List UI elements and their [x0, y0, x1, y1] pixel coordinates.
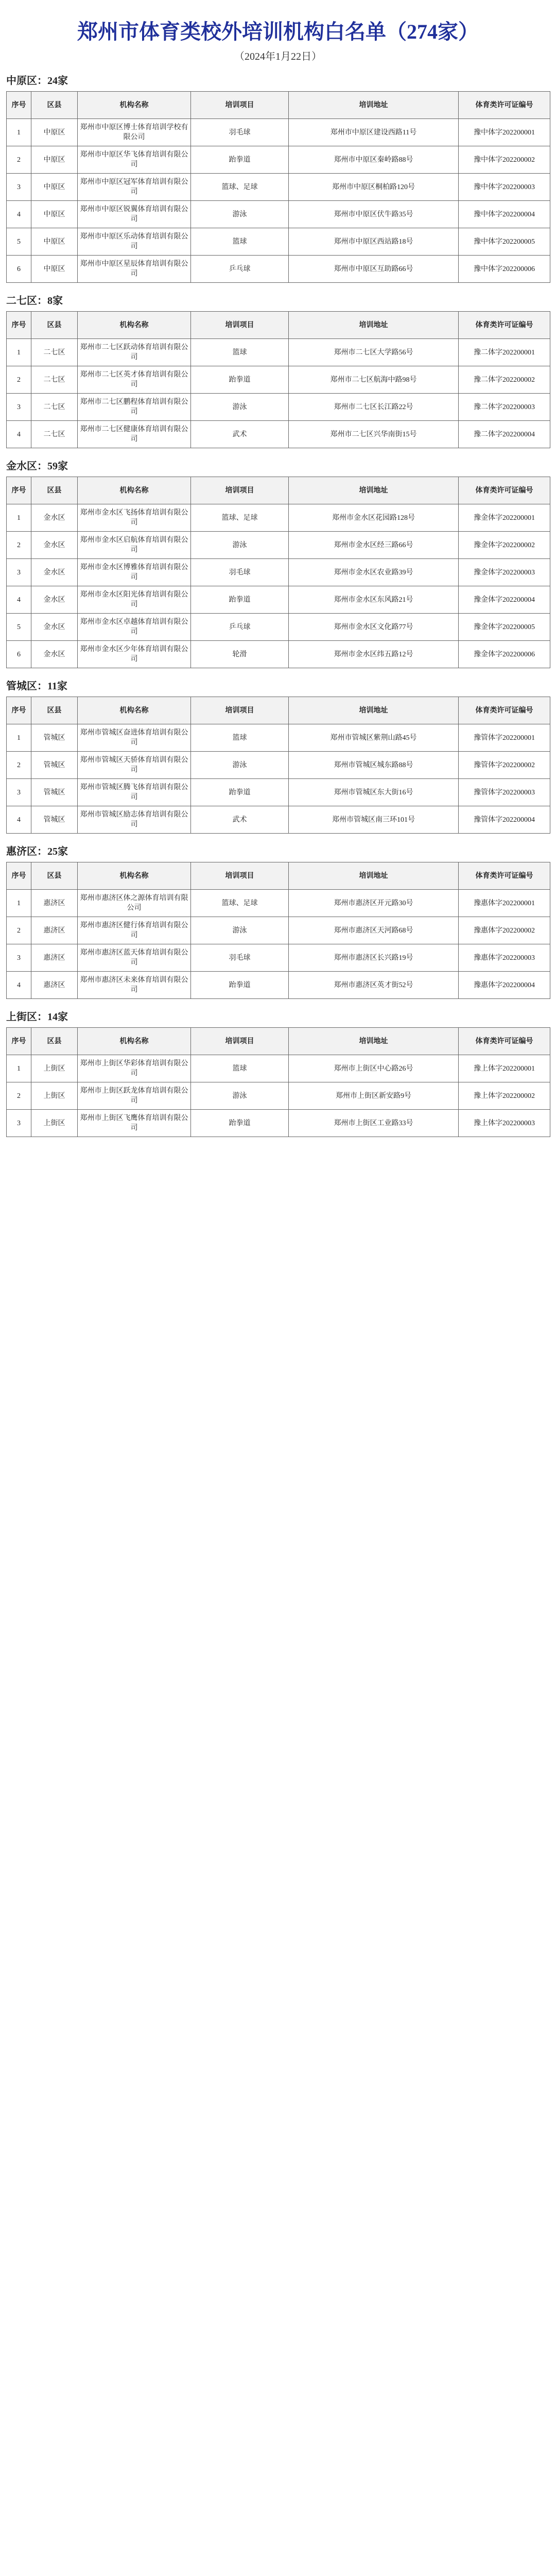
- table-cell: 游泳: [191, 394, 289, 421]
- table-cell: 豫惠体字202200001: [459, 890, 550, 917]
- table-row: [7, 421, 550, 448]
- table-cell: 6: [7, 641, 31, 668]
- table-cell: 惠济区: [31, 917, 78, 944]
- table-cell: 篮球: [191, 724, 289, 752]
- table-cell: 郑州市金水区飞扬体育培训有限公司: [78, 504, 191, 532]
- table-cell: 3: [7, 1110, 31, 1137]
- column-header: 培训地址: [289, 697, 459, 724]
- table-cell: 跆拳道: [191, 779, 289, 806]
- column-header: 培训地址: [289, 1028, 459, 1055]
- table-cell: 豫中体字202200006: [459, 256, 550, 283]
- table-cell: 豫管体字202200002: [459, 752, 550, 779]
- table-cell: 1: [7, 119, 31, 146]
- table-cell: 郑州市管城区城东路88号: [289, 752, 459, 779]
- table-cell: 郑州市二七区鹏程体育培训有限公司: [78, 394, 191, 421]
- table-cell: 4: [7, 972, 31, 999]
- table-row: [7, 1082, 550, 1110]
- table-cell: 郑州市中原区桐柏路120号: [289, 174, 459, 201]
- section-title: 管城区：11家: [6, 681, 67, 692]
- table-cell: 2: [7, 532, 31, 559]
- table-cell: 郑州市中原区冠军体育培训有限公司: [78, 174, 191, 201]
- table-cell: 豫惠体字202200004: [459, 972, 550, 999]
- sections-container: [0, 72, 556, 1137]
- table-cell: 二七区: [31, 339, 78, 366]
- table-cell: 郑州市金水区农业路39号: [289, 559, 459, 586]
- district-section: [0, 1008, 556, 1137]
- table-cell: 郑州市二七区英才体育培训有限公司: [78, 366, 191, 394]
- column-header: 体育类许可证编号: [459, 1028, 550, 1055]
- table-cell: 郑州市管城区东大街16号: [289, 779, 459, 806]
- table-cell: 郑州市上街区工业路33号: [289, 1110, 459, 1137]
- table-cell: 跆拳道: [191, 972, 289, 999]
- table-cell: 豫上体字202200001: [459, 1055, 550, 1082]
- table-cell: 1: [7, 890, 31, 917]
- table-header-row: [7, 312, 550, 339]
- whitelist-table: [6, 477, 550, 668]
- table-cell: 豫上体字202200003: [459, 1110, 550, 1137]
- table-cell: 郑州市金水区纬五路12号: [289, 641, 459, 668]
- table-cell: 郑州市管城区励志体育培训有限公司: [78, 806, 191, 834]
- district-section: [0, 292, 556, 448]
- table-cell: 豫二体字202200003: [459, 394, 550, 421]
- table-cell: 郑州市二七区航海中路98号: [289, 366, 459, 394]
- column-header: 培训项目: [191, 477, 289, 504]
- table-cell: 豫金体字202200004: [459, 586, 550, 614]
- column-header: 培训地址: [289, 312, 459, 339]
- section-title: 惠济区：25家: [6, 846, 68, 857]
- table-row: [7, 752, 550, 779]
- table-row: [7, 614, 550, 641]
- column-header: 体育类许可证编号: [459, 312, 550, 339]
- table-cell: 上街区: [31, 1110, 78, 1137]
- table-cell: 豫金体字202200005: [459, 614, 550, 641]
- table-cell: 郑州市中原区锐翼体育培训有限公司: [78, 201, 191, 228]
- table-cell: 惠济区: [31, 890, 78, 917]
- table-cell: 郑州市上街区新安路9号: [289, 1082, 459, 1110]
- table-row: [7, 532, 550, 559]
- column-header: 机构名称: [78, 312, 191, 339]
- table-row: [7, 806, 550, 834]
- document-title: 郑州市体育类校外培训机构白名单（274家）: [77, 20, 479, 43]
- table-cell: 郑州市惠济区英才街52号: [289, 972, 459, 999]
- table-cell: 金水区: [31, 504, 78, 532]
- table-cell: 郑州市惠济区长兴路19号: [289, 944, 459, 972]
- table-cell: 豫金体字202200006: [459, 641, 550, 668]
- table-cell: 郑州市管城区紫荆山路45号: [289, 724, 459, 752]
- whitelist-table: [6, 1027, 550, 1137]
- table-cell: 郑州市金水区博雅体育培训有限公司: [78, 559, 191, 586]
- table-cell: 郑州市管城区南三环101号: [289, 806, 459, 834]
- table-cell: 郑州市上街区跃龙体育培训有限公司: [78, 1082, 191, 1110]
- table-cell: 4: [7, 201, 31, 228]
- table-row: [7, 586, 550, 614]
- table-cell: 1: [7, 724, 31, 752]
- column-header: 体育类许可证编号: [459, 862, 550, 890]
- table-row: [7, 944, 550, 972]
- table-cell: 郑州市管城区奋进体育培训有限公司: [78, 724, 191, 752]
- table-cell: 郑州市惠济区蓝天体育培训有限公司: [78, 944, 191, 972]
- column-header: 体育类许可证编号: [459, 697, 550, 724]
- table-cell: 6: [7, 256, 31, 283]
- table-row: [7, 890, 550, 917]
- table-row: [7, 146, 550, 174]
- table-cell: 郑州市金水区少年体育培训有限公司: [78, 641, 191, 668]
- table-cell: 豫中体字202200003: [459, 174, 550, 201]
- table-cell: 郑州市惠济区体之源体育培训有限公司: [78, 890, 191, 917]
- table-cell: 游泳: [191, 1082, 289, 1110]
- table-row: [7, 972, 550, 999]
- table-cell: 3: [7, 779, 31, 806]
- table-cell: 羽毛球: [191, 119, 289, 146]
- table-cell: 中原区: [31, 256, 78, 283]
- column-header: 培训项目: [191, 697, 289, 724]
- table-cell: 郑州市上街区飞鹰体育培训有限公司: [78, 1110, 191, 1137]
- table-cell: 4: [7, 586, 31, 614]
- whitelist-table: [6, 862, 550, 999]
- table-row: [7, 504, 550, 532]
- table-cell: 郑州市金水区启航体育培训有限公司: [78, 532, 191, 559]
- table-cell: 1: [7, 339, 31, 366]
- table-row: [7, 201, 550, 228]
- column-header: 序号: [7, 697, 31, 724]
- table-cell: 豫管体字202200001: [459, 724, 550, 752]
- column-header: 区县: [31, 862, 78, 890]
- district-section: [0, 843, 556, 999]
- table-cell: 郑州市中原区秦岭路88号: [289, 146, 459, 174]
- column-header: 序号: [7, 477, 31, 504]
- table-cell: 豫二体字202200004: [459, 421, 550, 448]
- table-row: [7, 174, 550, 201]
- table-cell: 跆拳道: [191, 146, 289, 174]
- table-cell: 郑州市中原区星辰体育培训有限公司: [78, 256, 191, 283]
- column-header: 体育类许可证编号: [459, 477, 550, 504]
- whitelist-table: [6, 697, 550, 834]
- table-cell: 上街区: [31, 1082, 78, 1110]
- table-header-row: [7, 477, 550, 504]
- table-row: [7, 119, 550, 146]
- table-cell: 郑州市金水区文化路77号: [289, 614, 459, 641]
- whitelist-table: [6, 91, 550, 283]
- district-section: [0, 457, 556, 668]
- table-row: [7, 228, 550, 256]
- table-cell: 跆拳道: [191, 586, 289, 614]
- table-cell: 轮滑: [191, 641, 289, 668]
- table-cell: 4: [7, 421, 31, 448]
- table-cell: 篮球: [191, 1055, 289, 1082]
- table-cell: 豫金体字202200002: [459, 532, 550, 559]
- table-cell: 惠济区: [31, 972, 78, 999]
- table-header-row: [7, 862, 550, 890]
- table-cell: 郑州市中原区华飞体育培训有限公司: [78, 146, 191, 174]
- column-header: 培训项目: [191, 92, 289, 119]
- column-header: 机构名称: [78, 862, 191, 890]
- table-cell: 游泳: [191, 201, 289, 228]
- table-cell: 郑州市中原区乐动体育培训有限公司: [78, 228, 191, 256]
- table-cell: 2: [7, 1082, 31, 1110]
- table-cell: 2: [7, 146, 31, 174]
- table-cell: 豫中体字202200001: [459, 119, 550, 146]
- table-cell: 郑州市二七区跃动体育培训有限公司: [78, 339, 191, 366]
- table-cell: 郑州市上街区华彩体育培训有限公司: [78, 1055, 191, 1082]
- table-cell: 郑州市惠济区未来体育培训有限公司: [78, 972, 191, 999]
- table-cell: 3: [7, 174, 31, 201]
- table-cell: 中原区: [31, 119, 78, 146]
- section-title: 二七区：8家: [6, 295, 63, 307]
- column-header: 区县: [31, 697, 78, 724]
- table-cell: 豫金体字202200001: [459, 504, 550, 532]
- column-header: 培训项目: [191, 312, 289, 339]
- section-title: 金水区：59家: [6, 461, 68, 472]
- table-cell: 郑州市二七区兴华南街15号: [289, 421, 459, 448]
- table-row: [7, 366, 550, 394]
- column-header: 序号: [7, 862, 31, 890]
- document-date: （2024年1月22日）: [234, 51, 322, 62]
- table-cell: 郑州市惠济区开元路30号: [289, 890, 459, 917]
- table-cell: 郑州市中原区伏牛路35号: [289, 201, 459, 228]
- table-cell: 篮球: [191, 339, 289, 366]
- table-cell: 中原区: [31, 146, 78, 174]
- table-cell: 郑州市金水区东风路21号: [289, 586, 459, 614]
- table-cell: 中原区: [31, 201, 78, 228]
- table-header-row: [7, 1028, 550, 1055]
- column-header: 培训项目: [191, 1028, 289, 1055]
- column-header: 机构名称: [78, 1028, 191, 1055]
- column-header: 序号: [7, 92, 31, 119]
- table-cell: 中原区: [31, 228, 78, 256]
- table-cell: 豫惠体字202200003: [459, 944, 550, 972]
- table-cell: 郑州市二七区长江路22号: [289, 394, 459, 421]
- table-cell: 2: [7, 917, 31, 944]
- column-header: 培训项目: [191, 862, 289, 890]
- column-header: 序号: [7, 312, 31, 339]
- table-cell: 郑州市二七区大学路56号: [289, 339, 459, 366]
- table-cell: 乒乓球: [191, 256, 289, 283]
- table-cell: 惠济区: [31, 944, 78, 972]
- table-cell: 豫上体字202200002: [459, 1082, 550, 1110]
- table-cell: 2: [7, 752, 31, 779]
- table-cell: 3: [7, 944, 31, 972]
- table-cell: 跆拳道: [191, 1110, 289, 1137]
- column-header: 区县: [31, 92, 78, 119]
- table-cell: 跆拳道: [191, 366, 289, 394]
- table-cell: 管城区: [31, 779, 78, 806]
- table-cell: 篮球、足球: [191, 890, 289, 917]
- whitelist-table: [6, 311, 550, 448]
- table-cell: 羽毛球: [191, 944, 289, 972]
- table-cell: 豫惠体字202200002: [459, 917, 550, 944]
- table-cell: 郑州市中原区互助路66号: [289, 256, 459, 283]
- table-cell: 游泳: [191, 752, 289, 779]
- table-cell: 郑州市惠济区天河路68号: [289, 917, 459, 944]
- table-cell: 2: [7, 366, 31, 394]
- section-title: 中原区：24家: [6, 75, 68, 87]
- table-row: [7, 339, 550, 366]
- table-cell: 郑州市金水区花园路128号: [289, 504, 459, 532]
- table-cell: 郑州市惠济区健行体育培训有限公司: [78, 917, 191, 944]
- column-header: 体育类许可证编号: [459, 92, 550, 119]
- table-cell: 游泳: [191, 532, 289, 559]
- column-header: 机构名称: [78, 477, 191, 504]
- column-header: 培训地址: [289, 92, 459, 119]
- table-cell: 3: [7, 559, 31, 586]
- table-cell: 1: [7, 504, 31, 532]
- district-section: [0, 677, 556, 834]
- table-cell: 1: [7, 1055, 31, 1082]
- table-cell: 5: [7, 228, 31, 256]
- table-cell: 豫二体字202200002: [459, 366, 550, 394]
- table-cell: 郑州市管城区腾飞体育培训有限公司: [78, 779, 191, 806]
- table-cell: 豫管体字202200003: [459, 779, 550, 806]
- table-cell: 篮球、足球: [191, 504, 289, 532]
- column-header: 序号: [7, 1028, 31, 1055]
- table-cell: 3: [7, 394, 31, 421]
- table-row: [7, 917, 550, 944]
- district-section: [0, 72, 556, 283]
- table-cell: 豫中体字202200005: [459, 228, 550, 256]
- table-cell: 金水区: [31, 614, 78, 641]
- column-header: 培训地址: [289, 862, 459, 890]
- table-cell: 金水区: [31, 559, 78, 586]
- table-cell: 4: [7, 806, 31, 834]
- table-cell: 郑州市金水区阳光体育培训有限公司: [78, 586, 191, 614]
- column-header: 区县: [31, 477, 78, 504]
- table-row: [7, 779, 550, 806]
- table-cell: 游泳: [191, 917, 289, 944]
- table-cell: 武术: [191, 421, 289, 448]
- table-cell: 二七区: [31, 394, 78, 421]
- table-cell: 豫金体字202200003: [459, 559, 550, 586]
- table-cell: 郑州市中原区西站路18号: [289, 228, 459, 256]
- section-title: 上街区：14家: [6, 1011, 68, 1023]
- table-cell: 上街区: [31, 1055, 78, 1082]
- table-cell: 管城区: [31, 806, 78, 834]
- table-cell: 郑州市金水区经三路66号: [289, 532, 459, 559]
- table-cell: 郑州市中原区建设西路11号: [289, 119, 459, 146]
- table-cell: 中原区: [31, 174, 78, 201]
- column-header: 机构名称: [78, 697, 191, 724]
- table-cell: 二七区: [31, 366, 78, 394]
- column-header: 区县: [31, 1028, 78, 1055]
- table-cell: 管城区: [31, 752, 78, 779]
- table-cell: 郑州市金水区卓越体育培训有限公司: [78, 614, 191, 641]
- table-cell: 豫二体字202200001: [459, 339, 550, 366]
- table-cell: 羽毛球: [191, 559, 289, 586]
- table-cell: 篮球: [191, 228, 289, 256]
- table-row: [7, 256, 550, 283]
- table-cell: 郑州市管城区天骄体育培训有限公司: [78, 752, 191, 779]
- table-cell: 管城区: [31, 724, 78, 752]
- table-cell: 乒乓球: [191, 614, 289, 641]
- table-row: [7, 559, 550, 586]
- table-header-row: [7, 92, 550, 119]
- table-cell: 金水区: [31, 641, 78, 668]
- table-cell: 二七区: [31, 421, 78, 448]
- table-cell: 郑州市二七区健康体育培训有限公司: [78, 421, 191, 448]
- table-row: [7, 394, 550, 421]
- column-header: 区县: [31, 312, 78, 339]
- table-row: [7, 641, 550, 668]
- table-cell: 5: [7, 614, 31, 641]
- column-header: 机构名称: [78, 92, 191, 119]
- table-row: [7, 1055, 550, 1082]
- table-cell: 豫中体字202200004: [459, 201, 550, 228]
- table-row: [7, 724, 550, 752]
- table-cell: 豫中体字202200002: [459, 146, 550, 174]
- table-header-row: [7, 697, 550, 724]
- table-cell: 豫管体字202200004: [459, 806, 550, 834]
- table-cell: 武术: [191, 806, 289, 834]
- table-cell: 篮球、足球: [191, 174, 289, 201]
- column-header: 培训地址: [289, 477, 459, 504]
- table-cell: 郑州市中原区博士体育培训学校有限公司: [78, 119, 191, 146]
- table-cell: 金水区: [31, 532, 78, 559]
- table-row: [7, 1110, 550, 1137]
- table-cell: 郑州市上街区中心路26号: [289, 1055, 459, 1082]
- table-cell: 金水区: [31, 586, 78, 614]
